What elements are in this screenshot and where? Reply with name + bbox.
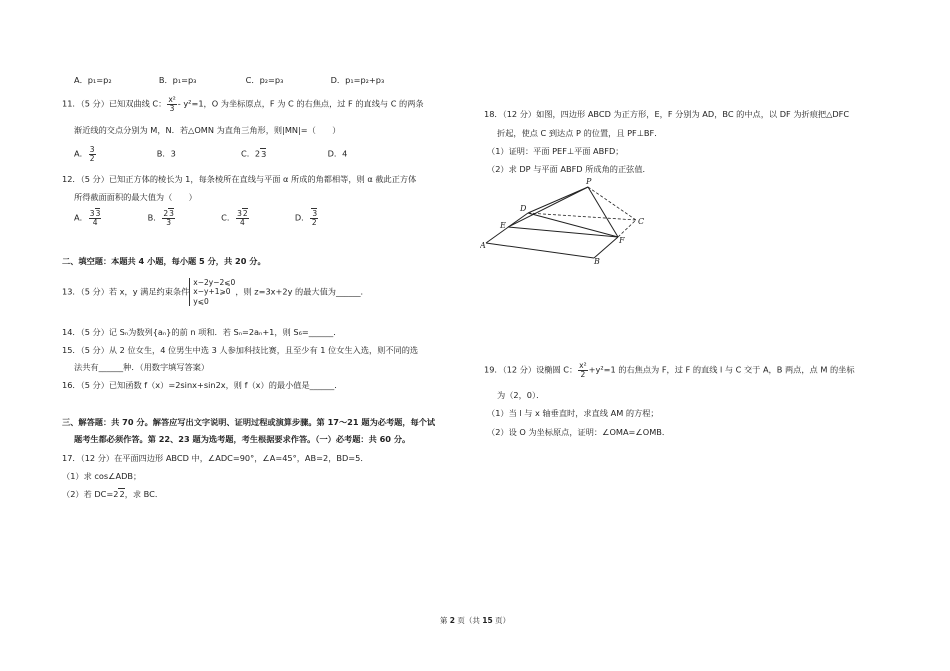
- q19-prefix: 19．（12 分）设椭圆 C：: [484, 364, 578, 375]
- q12-b-frac: [162, 210, 175, 226]
- pyramid-figure: [480, 175, 660, 265]
- q17-line1: 17．（12 分）在平面四边形 ABCD 中，∠ADC=90°，∠A=45°，AB=2，BD=5．: [62, 453, 369, 463]
- q11-a-den: 2: [89, 153, 95, 163]
- q18-line1: 18．（12 分）如图，四边形 ABCD 为正方形，E，F 分别为 AD，BC 的中点，以 DF 为折痕把△DFC: [484, 109, 850, 119]
- q11-line1: [62, 96, 424, 112]
- edge-DC-dashed: [528, 213, 636, 220]
- q17-p2-pre: （2）若 DC=2: [62, 489, 119, 499]
- q16: 16．（5 分）已知函数 f（x）=2sinx+sin2x，则 f（x）的最小值是______．: [62, 380, 343, 390]
- page-footer: [0, 617, 950, 625]
- q13: [62, 278, 369, 306]
- q12-line1: 12．（5 分）已知正方体的棱长为 1，每条棱所在直线与平面 α 所成的角都相等，则 α 截此正方体: [62, 174, 417, 184]
- q12-a-den: 4: [92, 217, 98, 227]
- q12-a-pre: 3: [89, 209, 95, 218]
- q11-opt-a: A．: [74, 148, 88, 159]
- q10-option-c: C．p₂=p₃: [245, 75, 284, 85]
- q12-opt-a: A．: [74, 212, 88, 223]
- q19-rest: +y²=1 的右焦点为 F，过 F 的直线 l 与 C 交于 A，B 两点，点 M 的坐标: [588, 364, 855, 375]
- q12-line2: 所得截面面积的最大值为（ ）: [74, 192, 197, 202]
- q11-line2: 渐近线的交点分别为 M，N．若△OMN 为直角三角形，则|MN|=（ ）: [74, 125, 341, 135]
- footer-post: 页）: [492, 616, 511, 625]
- q12-b-pre: 2: [163, 209, 169, 218]
- q13-constraints: [189, 278, 235, 306]
- q17-p2-rad: 2: [119, 489, 125, 499]
- q11-c-rad: 3: [261, 148, 267, 159]
- q19-frac-num: x²: [579, 361, 587, 370]
- footer-page-number: 2: [449, 616, 455, 625]
- edge-DP: [528, 187, 588, 213]
- edge-BF: [594, 237, 618, 258]
- edge-FC-dashed: [618, 220, 636, 237]
- q10-option-a: A．p₁=p₂: [74, 75, 112, 85]
- q13-c1: x−2y−2⩽0: [193, 278, 236, 287]
- q11-frac-num: x²: [168, 95, 176, 104]
- section3-line2: 题考生都必须作答。第 22、23 题为选考题，考生根据要求作答。（一）必考题：共 60 分。: [74, 434, 411, 444]
- q11-fraction: [167, 96, 176, 112]
- q19-fraction: [578, 362, 587, 378]
- footer-pre: 第: [439, 616, 450, 625]
- q12-d-rad: 3: [312, 209, 318, 218]
- q11-opt-d: D．4: [327, 148, 348, 159]
- q18-part2: （2）求 DP 与平面 ABFD 所成角的正弦值．: [487, 164, 651, 174]
- q12-b-den: 3: [166, 217, 172, 227]
- q12-c-rad: 2: [242, 209, 248, 218]
- q12-a-frac: [89, 210, 102, 226]
- q10-option-d: D．p₁=p₂+p₃: [330, 75, 385, 85]
- q12-d-frac: [310, 210, 318, 226]
- q15-line1: 15．（5 分）从 2 位女生，4 位男生中选 3 人参加科技比赛，且至少有 1 位女生入选，则不同的选: [62, 345, 419, 355]
- q12-c-pre: 3: [237, 209, 242, 218]
- q19-part2: （2）设 O 为坐标原点，证明：∠OMA=∠OMB．: [487, 427, 671, 437]
- section3-line1: 三、解答题：共 70 分。解答应写出文字说明、证明过程或演算步骤。第 17～21 题为必考题，每个试: [62, 417, 436, 427]
- label-P: P: [586, 177, 592, 186]
- q13-prefix: 13．（5 分）若 x，y 满足约束条件: [62, 286, 190, 297]
- q11-a-num: 3: [89, 145, 95, 154]
- q10-option-b: B．p₁=p₃: [158, 75, 197, 85]
- edge-EF: [508, 227, 618, 237]
- q11-rest: - y²=1，O 为坐标原点，F 为 C 的右焦点，过 F 的直线与 C 的两条: [177, 98, 424, 109]
- label-B: B: [594, 257, 600, 265]
- section2-heading: 二、填空题：本题共 4 小题，每小题 5 分，共 20 分。: [62, 256, 266, 266]
- q11-opt-c: C．2: [241, 148, 261, 159]
- q19-line1: [484, 362, 855, 378]
- q12-options: [74, 210, 319, 226]
- q15-line2: 法共有______种．（用数字填写答案）: [74, 362, 210, 372]
- label-E: E: [500, 221, 506, 230]
- q17-part1: （1）求 cos∠ADB；: [62, 471, 142, 481]
- q18-part1: （1）证明：平面 PEF⊥平面 ABFD；: [487, 146, 624, 156]
- q13-c3: y⩽0: [193, 296, 209, 306]
- label-C: C: [638, 217, 645, 226]
- q12-opt-b: B．: [147, 212, 162, 223]
- edge-AB: [486, 243, 594, 258]
- q12-opt-c: C．: [221, 212, 236, 223]
- q12-c-den: 4: [239, 217, 245, 227]
- footer-mid: 页（共: [455, 616, 483, 625]
- edge-PF: [588, 187, 618, 237]
- q19-part1: （1）当 l 与 x 轴垂直时，求直线 AM 的方程；: [487, 408, 659, 418]
- q11-frac-den: 3: [169, 103, 175, 113]
- q11-prefix: 11．（5 分）已知双曲线 C：: [62, 98, 167, 109]
- q12-opt-d: D．: [294, 212, 310, 223]
- q13-c2: x−y+1⩾0: [193, 287, 231, 297]
- label-A: A: [480, 241, 486, 250]
- edge-PC-dashed: [588, 187, 636, 220]
- q13-suffix: ，则 z=3x+2y 的最大值为______．: [235, 286, 369, 297]
- q17-part2: [62, 490, 163, 499]
- q10-options: [74, 76, 384, 85]
- q19-frac-den: 2: [580, 369, 586, 379]
- q11-opt-b: B．3: [156, 148, 176, 159]
- q17-p2-post: ，求 BC．: [124, 489, 164, 499]
- q11-opt-a-frac: [89, 146, 96, 162]
- label-F: F: [619, 236, 625, 245]
- q12-c-frac: [236, 210, 249, 226]
- q12-d-den: 2: [311, 217, 317, 227]
- q12-a-rad: 3: [95, 209, 101, 218]
- footer-total-pages: 15: [482, 616, 493, 625]
- q19-line2: 为（2，0）．: [497, 390, 545, 400]
- q11-options: [74, 146, 347, 162]
- q12-b-rad: 3: [169, 209, 174, 218]
- q18-line2: 折起，使点 C 到达点 P 的位置，且 PF⊥BF．: [497, 128, 663, 138]
- label-D: D: [520, 204, 527, 213]
- q14: 14．（5 分）记 Sₙ为数列{aₙ}的前 n 项和．若 Sₙ=2aₙ+1，则 S₆=______．: [62, 327, 342, 337]
